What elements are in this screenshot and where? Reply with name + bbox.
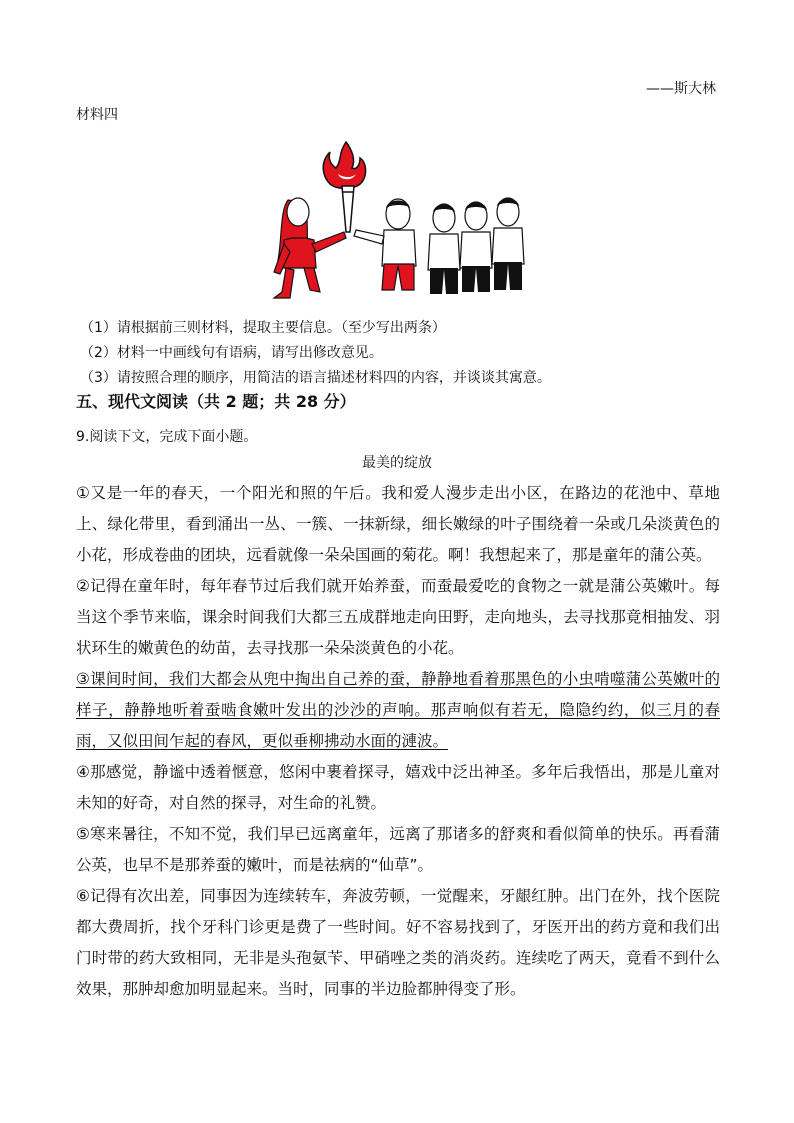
question-2: （2）材料一中画线句有语病，请写出修改意见。 — [80, 345, 383, 361]
waiting-figure-1 — [428, 204, 460, 294]
paragraph-3-underlined: ③课间时间，我们大都会从兜中掏出自己养的蚕，静静地看着那黑色的小虫啃噬蒲公英嫩叶的样子，静静地听着蚕啮食嫩叶发出的沙沙的声响。那声响似有若无，隐隐约约，似三月的春雨，又似田间乍起的春风，更似垂柳拂动水面的漣波。 — [76, 670, 720, 750]
paragraph-6: ⑥记得有次出差，同事因为连续转车，奔波劳顿，一觉醒来，牙龈红肿。出门在外，找个医院都大费周折，找个牙科门诊更是费了一些时间。好不容易找到了，牙医开出的药方竟和我们出门时带的药大致相同，无非是头孢氨苄、甲硝唑之类的消炎药。连续吃了两天，竟看不到什么效果，那肿却愈加明显起来。当时，同事的半边脸都肿得变了形。 — [76, 887, 720, 998]
quote-attribution: ——斯大林 — [646, 81, 716, 97]
passage-body — [76, 478, 720, 1005]
paragraph-4: ④那感觉，静谧中透着惬意，悠闲中裹着探寻，嬉戏中泛出神圣。多年后我悟出，那是儿童对未知的好奇，对自然的探寻，对生命的礼赞。 — [76, 763, 720, 812]
question-1: （1）请根据前三则材料，提取主要信息。（至少写出两条） — [80, 320, 446, 336]
paragraph-2: ②记得在童年时，每年春节过后我们就开始养蚕，而蚕最爱吃的食物之一就是蒲公英嫩叶。每当这个季节来临，课余时间我们大都三五成群地走向田野，走向地头，去寻找那竟相抽发、羽状环生的嫩黄色的幼苗，去寻找那一朵朵淡黄色的小花。 — [76, 577, 720, 657]
paragraph-1: ①又是一年的春天，一个阳光和照的午后。我和爱人漫步走出小区，在路边的花池中、草地上、绿化带里，看到涌出一丛、一簇、一抹新绿，细长嫩绿的叶子围绕着一朵或几朵淡黄色的小花，形成卷曲的团块，远看就像一朵朵国画的菊花。啊！我想起来了，那是童年的蒲公英。 — [76, 484, 720, 564]
waiting-figure-3 — [492, 198, 524, 290]
receiving-figure — [354, 199, 416, 290]
material-four-label: 材料四 — [76, 107, 118, 123]
section-heading: 五、现代文阅读（共 2 题；共 28 分） — [76, 392, 356, 411]
paragraph-5: ⑤寒来暑往，不知不觉，我们早已远离童年，远离了那诸多的舒爽和看似简单的快乐。再看蒲公英，也早不是那养蚕的嫩叶，而是祛病的“仙草”。 — [76, 825, 720, 874]
red-figure — [274, 198, 346, 298]
question-3: （3）请按照合理的顺序，用简洁的语言描述材料四的内容，并谈谈其寓意。 — [80, 370, 551, 386]
flame-icon — [323, 142, 365, 188]
question-intro: 9.阅读下文，完成下面小题。 — [76, 429, 258, 445]
waiting-figure-2 — [460, 202, 492, 292]
torch-passing-cartoon — [268, 140, 540, 306]
passage-title: 最美的绽放 — [362, 455, 432, 471]
torch-handle — [342, 186, 354, 232]
